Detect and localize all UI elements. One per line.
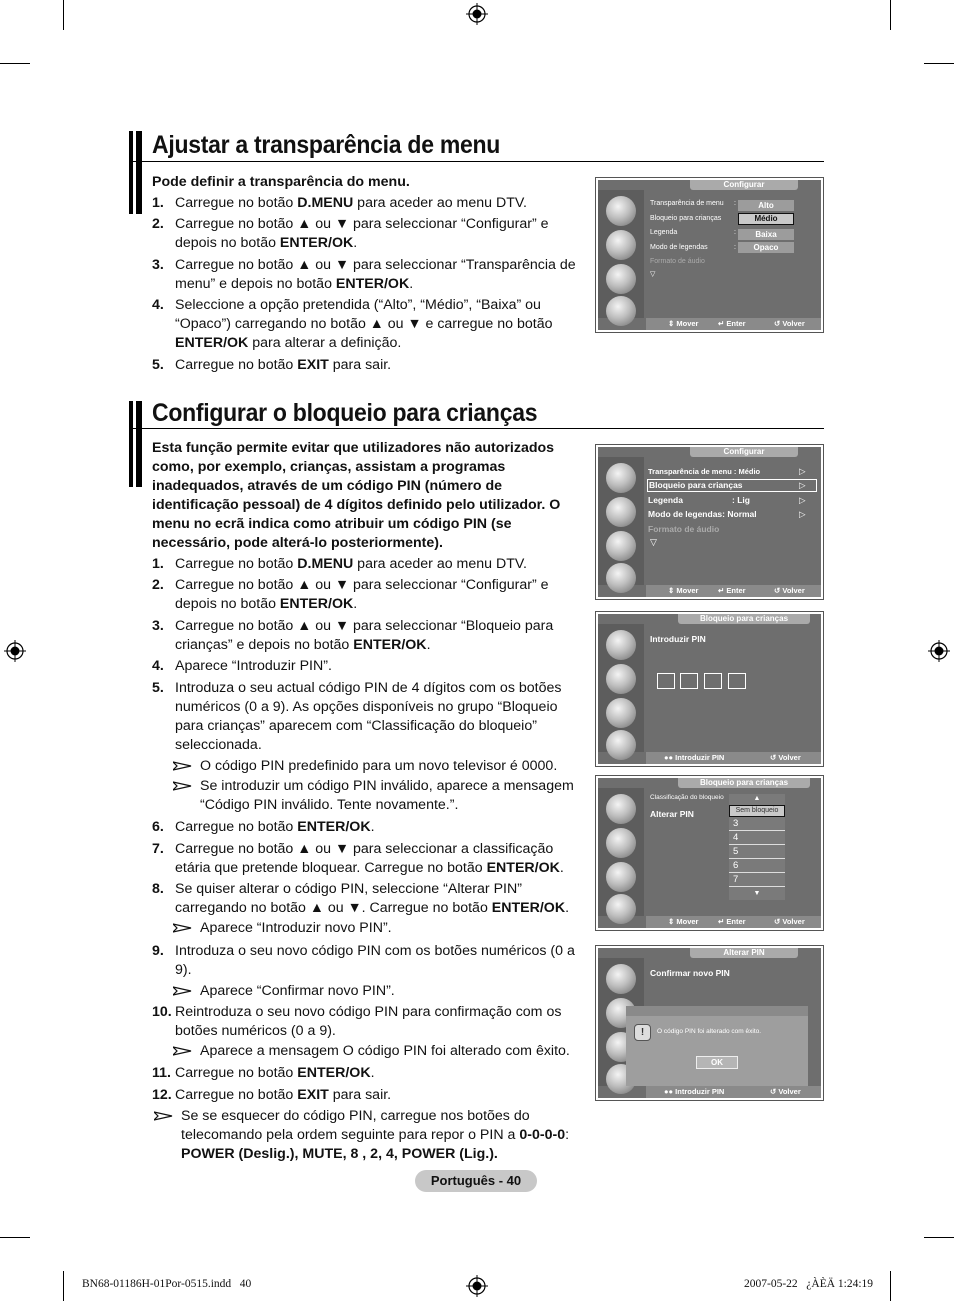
print-date: 2007-05-22 ¿ÀÈÄ 1:24:19 (744, 1278, 874, 1290)
note-text: Aparece a mensagem O código PIN foi alterado com êxito. (200, 1043, 570, 1059)
picture-icon (606, 630, 636, 660)
tv-screen-lock-rating (595, 775, 824, 931)
setup-icon (606, 531, 636, 561)
note-text: Se introduzir um código PIN inválido, aparece a mensagem “Código PIN inválido. Tente novamente.”. (200, 778, 574, 813)
section2-title: Configurar o bloqueio para crianças (152, 399, 538, 427)
screen-heading: Introduzir PIN (650, 634, 706, 644)
note-text: O código PIN predefinido para um novo televisor é 0000. (200, 758, 558, 774)
crop-mark (0, 63, 30, 64)
option-baixa[interactable]: Baixa (738, 229, 794, 240)
sound-icon (606, 828, 636, 858)
down-arrow-icon[interactable]: ▼ (753, 890, 761, 897)
right-arrow-icon: ▷ (799, 480, 806, 490)
step-number: 8. (152, 881, 164, 897)
rating-option[interactable]: 6 (729, 860, 785, 873)
option-opaco[interactable]: Opaco (738, 242, 794, 253)
step-number: 4. (152, 658, 164, 674)
menu-row-child-lock[interactable]: Bloqueio para crianças (647, 479, 817, 492)
input-icon (606, 730, 636, 760)
screen-tab: Configurar (690, 447, 798, 457)
step-number: 5. (152, 680, 164, 696)
step-number: 1. (152, 556, 164, 572)
section-rule (129, 428, 824, 429)
pin-digit-box[interactable] (728, 673, 746, 689)
menu-row: Modo de legendas (650, 244, 708, 251)
note-arrow-icon (173, 986, 193, 996)
setup-icon (606, 264, 636, 294)
picture-icon (606, 964, 636, 994)
screen-bottom-bar (646, 585, 821, 597)
step-text: Carregue no botão D.MENU para aceder ao menu DTV. (175, 556, 528, 572)
return-hint: ↺ Volver (774, 917, 805, 926)
rating-option[interactable]: 3 (729, 818, 785, 831)
option-alto[interactable]: Alto (738, 200, 794, 211)
input-icon (606, 296, 636, 326)
option-medio[interactable]: Médio (738, 213, 794, 225)
digits-hint: ●● Introduzir PIN (664, 1087, 725, 1096)
screen-sidebar (598, 624, 644, 752)
menu-row-subtitle[interactable]: Legenda : Lig (648, 495, 750, 505)
crop-mark (890, 0, 891, 30)
enter-hint: ↵ Enter (718, 917, 746, 926)
menu-row-disabled: Formato de áudio (650, 258, 705, 265)
note-arrow-icon (173, 781, 193, 791)
menu-row-subtitle-mode[interactable]: Modo de legendas: Normal (648, 509, 757, 519)
down-arrow-icon: ▽ (650, 271, 656, 278)
page-number: Português - 40 (430, 1173, 522, 1188)
section-bar (136, 131, 142, 214)
menu-row: Transparência de menu (650, 200, 724, 207)
step-number: 3. (152, 257, 164, 273)
note-text: Aparece “Introduzir novo PIN”. (200, 920, 392, 936)
sound-icon (606, 230, 636, 260)
step-text: Se quiser alterar o código PIN, seleccione “Alterar PIN” carregando no botão ▲ ou ▼. Carregue no botão ENTER/OK. (175, 881, 570, 916)
move-hint: ⇕ Mover (668, 319, 699, 328)
step-number: 9. (152, 943, 164, 959)
step-number: 1. (152, 195, 164, 211)
section2-intro: Esta função permite evitar que utilizadores não autorizados como, por exemplo, crianças, assistam a programas inadequados, através de um código PIN (número de identificação pessoal) de 4 dígitos definido pelo utilizador. O menu no ecrã indica como atribuir um código PIN (se necessário, pode alterá-lo posteriormente). (152, 440, 561, 551)
registration-mark-icon (466, 3, 488, 25)
menu-row: Bloqueio para crianças (650, 215, 722, 222)
step-text: Carregue no botão EXIT para sair. (175, 1087, 392, 1103)
rating-option[interactable]: 5 (729, 846, 785, 859)
pin-digit-box[interactable] (704, 673, 722, 689)
registration-mark-icon (466, 1275, 488, 1297)
ok-button[interactable]: OK (696, 1056, 738, 1069)
step-text: Carregue no botão ENTER/OK. (175, 819, 375, 835)
right-arrow-icon: ▷ (799, 495, 806, 505)
note-arrow-icon (154, 1111, 174, 1121)
step-text: Carregue no botão ▲ ou ▼ para seleccionar “Transparência de menu” e depois no botão ENTER/OK. (175, 257, 576, 292)
menu-row[interactable]: Classificação do bloqueio (650, 794, 724, 801)
step-text: Introduza o seu novo código PIN com os botões numéricos (0 a 9). (175, 943, 575, 978)
colon: : (734, 244, 736, 251)
screen-bottom-bar (646, 916, 821, 928)
section1-title: Ajustar a transparência de menu (152, 131, 501, 159)
picture-icon (606, 196, 636, 226)
step-text: Seleccione a opção pretendida (“Alto”, “Médio”, “Baixa” ou “Opaco”) carregando no botão ▲ ou ▼ e carregue no botão ENTER/OK para alterar a definição. (175, 297, 553, 351)
crop-mark (924, 1237, 954, 1238)
picture-icon (606, 794, 636, 824)
menu-row[interactable]: Alterar PIN (650, 809, 694, 819)
step-text: Carregue no botão ▲ ou ▼ para seleccionar “Bloqueio para crianças” e depois no botão ENTER/OK. (175, 618, 554, 653)
step-text: Reintroduza o seu novo código PIN para confirmação com os botões numéricos (0 a 9). (175, 1004, 562, 1039)
step-number: 6. (152, 819, 164, 835)
move-hint: ⇕ Mover (668, 917, 699, 926)
message-dialog (626, 1006, 808, 1086)
pin-digit-box[interactable] (657, 673, 675, 689)
crop-mark (63, 0, 64, 30)
rating-option-selected[interactable]: Sem bloqueio (729, 805, 785, 817)
setup-icon (606, 862, 636, 892)
tv-screen-change-pin (595, 945, 824, 1101)
step-number: 5. (152, 357, 164, 373)
step-text: Carregue no botão EXIT para sair. (175, 357, 392, 373)
screen-body (598, 614, 821, 764)
screen-heading: Confirmar novo PIN (650, 968, 730, 978)
screen-tab: Configurar (690, 180, 798, 190)
section-bar (129, 401, 133, 487)
colon: : (734, 229, 736, 236)
note-arrow-icon (173, 923, 193, 933)
dialog-message: O código PIN foi alterado com êxito. (657, 1028, 762, 1035)
screen-bottom-bar (646, 1086, 821, 1098)
step-text: Carregue no botão ENTER/OK. (175, 1065, 375, 1081)
picture-icon (606, 463, 636, 493)
tv-screen-setup (595, 444, 824, 600)
screen-body (598, 948, 821, 1098)
return-hint: ↺ Volver (774, 586, 805, 595)
pin-digit-box[interactable] (680, 673, 698, 689)
screen-body (598, 180, 821, 330)
info-icon: ! (634, 1024, 651, 1041)
screen-sidebar (598, 788, 644, 916)
crop-mark (924, 63, 954, 64)
menu-row-audio-format: Formato de áudio (648, 524, 720, 534)
screen-sidebar (598, 190, 644, 318)
return-hint: ↺ Volver (770, 753, 801, 762)
section1-intro: Pode definir a transparência do menu. (152, 174, 410, 190)
move-hint: ⇕ Mover (668, 586, 699, 595)
section-rule (129, 161, 824, 162)
enter-hint: ↵ Enter (718, 586, 746, 595)
step-text: Aparece “Introduzir PIN”. (175, 658, 332, 674)
rating-option[interactable]: 7 (729, 874, 785, 887)
crop-mark (890, 1271, 891, 1301)
rating-option[interactable]: 4 (729, 832, 785, 845)
screen-body (598, 778, 821, 928)
step-text: Carregue no botão ▲ ou ▼ para seleccionar “Configurar” e depois no botão ENTER/OK. (175, 216, 549, 251)
step-number: 11. (152, 1065, 171, 1081)
setup-icon (606, 698, 636, 728)
right-arrow-icon: ▷ (799, 509, 806, 519)
crop-mark (0, 1237, 30, 1238)
sound-icon (606, 664, 636, 694)
step-number: 3. (152, 618, 164, 634)
return-hint: ↺ Volver (774, 319, 805, 328)
down-arrow-icon: ▽ (650, 537, 657, 547)
step-number: 2. (152, 577, 164, 593)
screen-tab: Bloqueio para crianças (678, 614, 810, 624)
input-icon (606, 563, 636, 593)
note-arrow-icon (173, 761, 193, 771)
rating-list (729, 794, 785, 900)
screen-bottom-bar (646, 318, 821, 330)
step-text: Carregue no botão ▲ ou ▼ para seleccionar a classificação etária que pretende bloquear. Carregue no botão ENTER/OK. (175, 841, 564, 876)
tv-screen-transparency (595, 177, 824, 333)
step-number: 12. (152, 1087, 172, 1103)
registration-mark-icon (4, 640, 26, 662)
enter-hint: ↵ Enter (718, 319, 746, 328)
input-icon (606, 894, 636, 924)
up-arrow-icon[interactable]: ▲ (753, 795, 761, 802)
note-text: Se se esquecer do código PIN, carregue nos botões do telecomando pela ordem seguinte para repor o PIN a 0-0-0-0: POWER (Deslig.), MUTE, 8 , 2, 4, POWER (Lig.). (181, 1108, 570, 1162)
note-text: Aparece “Confirmar novo PIN”. (200, 983, 395, 999)
step-number: 2. (152, 216, 164, 232)
sound-icon (606, 497, 636, 527)
screen-body (598, 447, 821, 597)
digits-hint: ●● Introduzir PIN (664, 753, 725, 762)
menu-row-transparency[interactable]: Transparência de menu : Médio (648, 467, 761, 476)
screen-bottom-bar (646, 752, 821, 764)
step-number: 4. (152, 297, 164, 313)
step-text: Carregue no botão D.MENU para aceder ao menu DTV. (175, 195, 528, 211)
section-bar (136, 401, 142, 487)
return-hint: ↺ Volver (770, 1087, 801, 1096)
tv-screen-enter-pin (595, 611, 824, 767)
screen-sidebar (598, 457, 644, 585)
menu-row: Legenda (650, 229, 678, 236)
note-arrow-icon (173, 1046, 193, 1056)
step-number: 7. (152, 841, 164, 857)
file-name: BN68-01186H-01Por-0515.indd 40 (82, 1278, 252, 1290)
screen-tab: Alterar PIN (690, 948, 798, 958)
crop-mark (63, 1271, 64, 1301)
step-text: Carregue no botão ▲ ou ▼ para seleccionar “Configurar” e depois no botão ENTER/OK. (175, 577, 549, 612)
step-number: 10. (152, 1004, 172, 1020)
step-text: Introduza o seu actual código PIN de 4 dígitos com os botões numéricos (0 a 9). As opções disponíveis no grupo “Bloqueio para crianças” aparecem com “Classificação do bloqueio” seleccionada. (175, 680, 562, 753)
screen-tab: Bloqueio para crianças (678, 778, 810, 788)
section-bar (129, 131, 133, 214)
registration-mark-icon (928, 640, 950, 662)
right-arrow-icon: ▷ (799, 466, 806, 476)
colon: : (734, 200, 736, 207)
